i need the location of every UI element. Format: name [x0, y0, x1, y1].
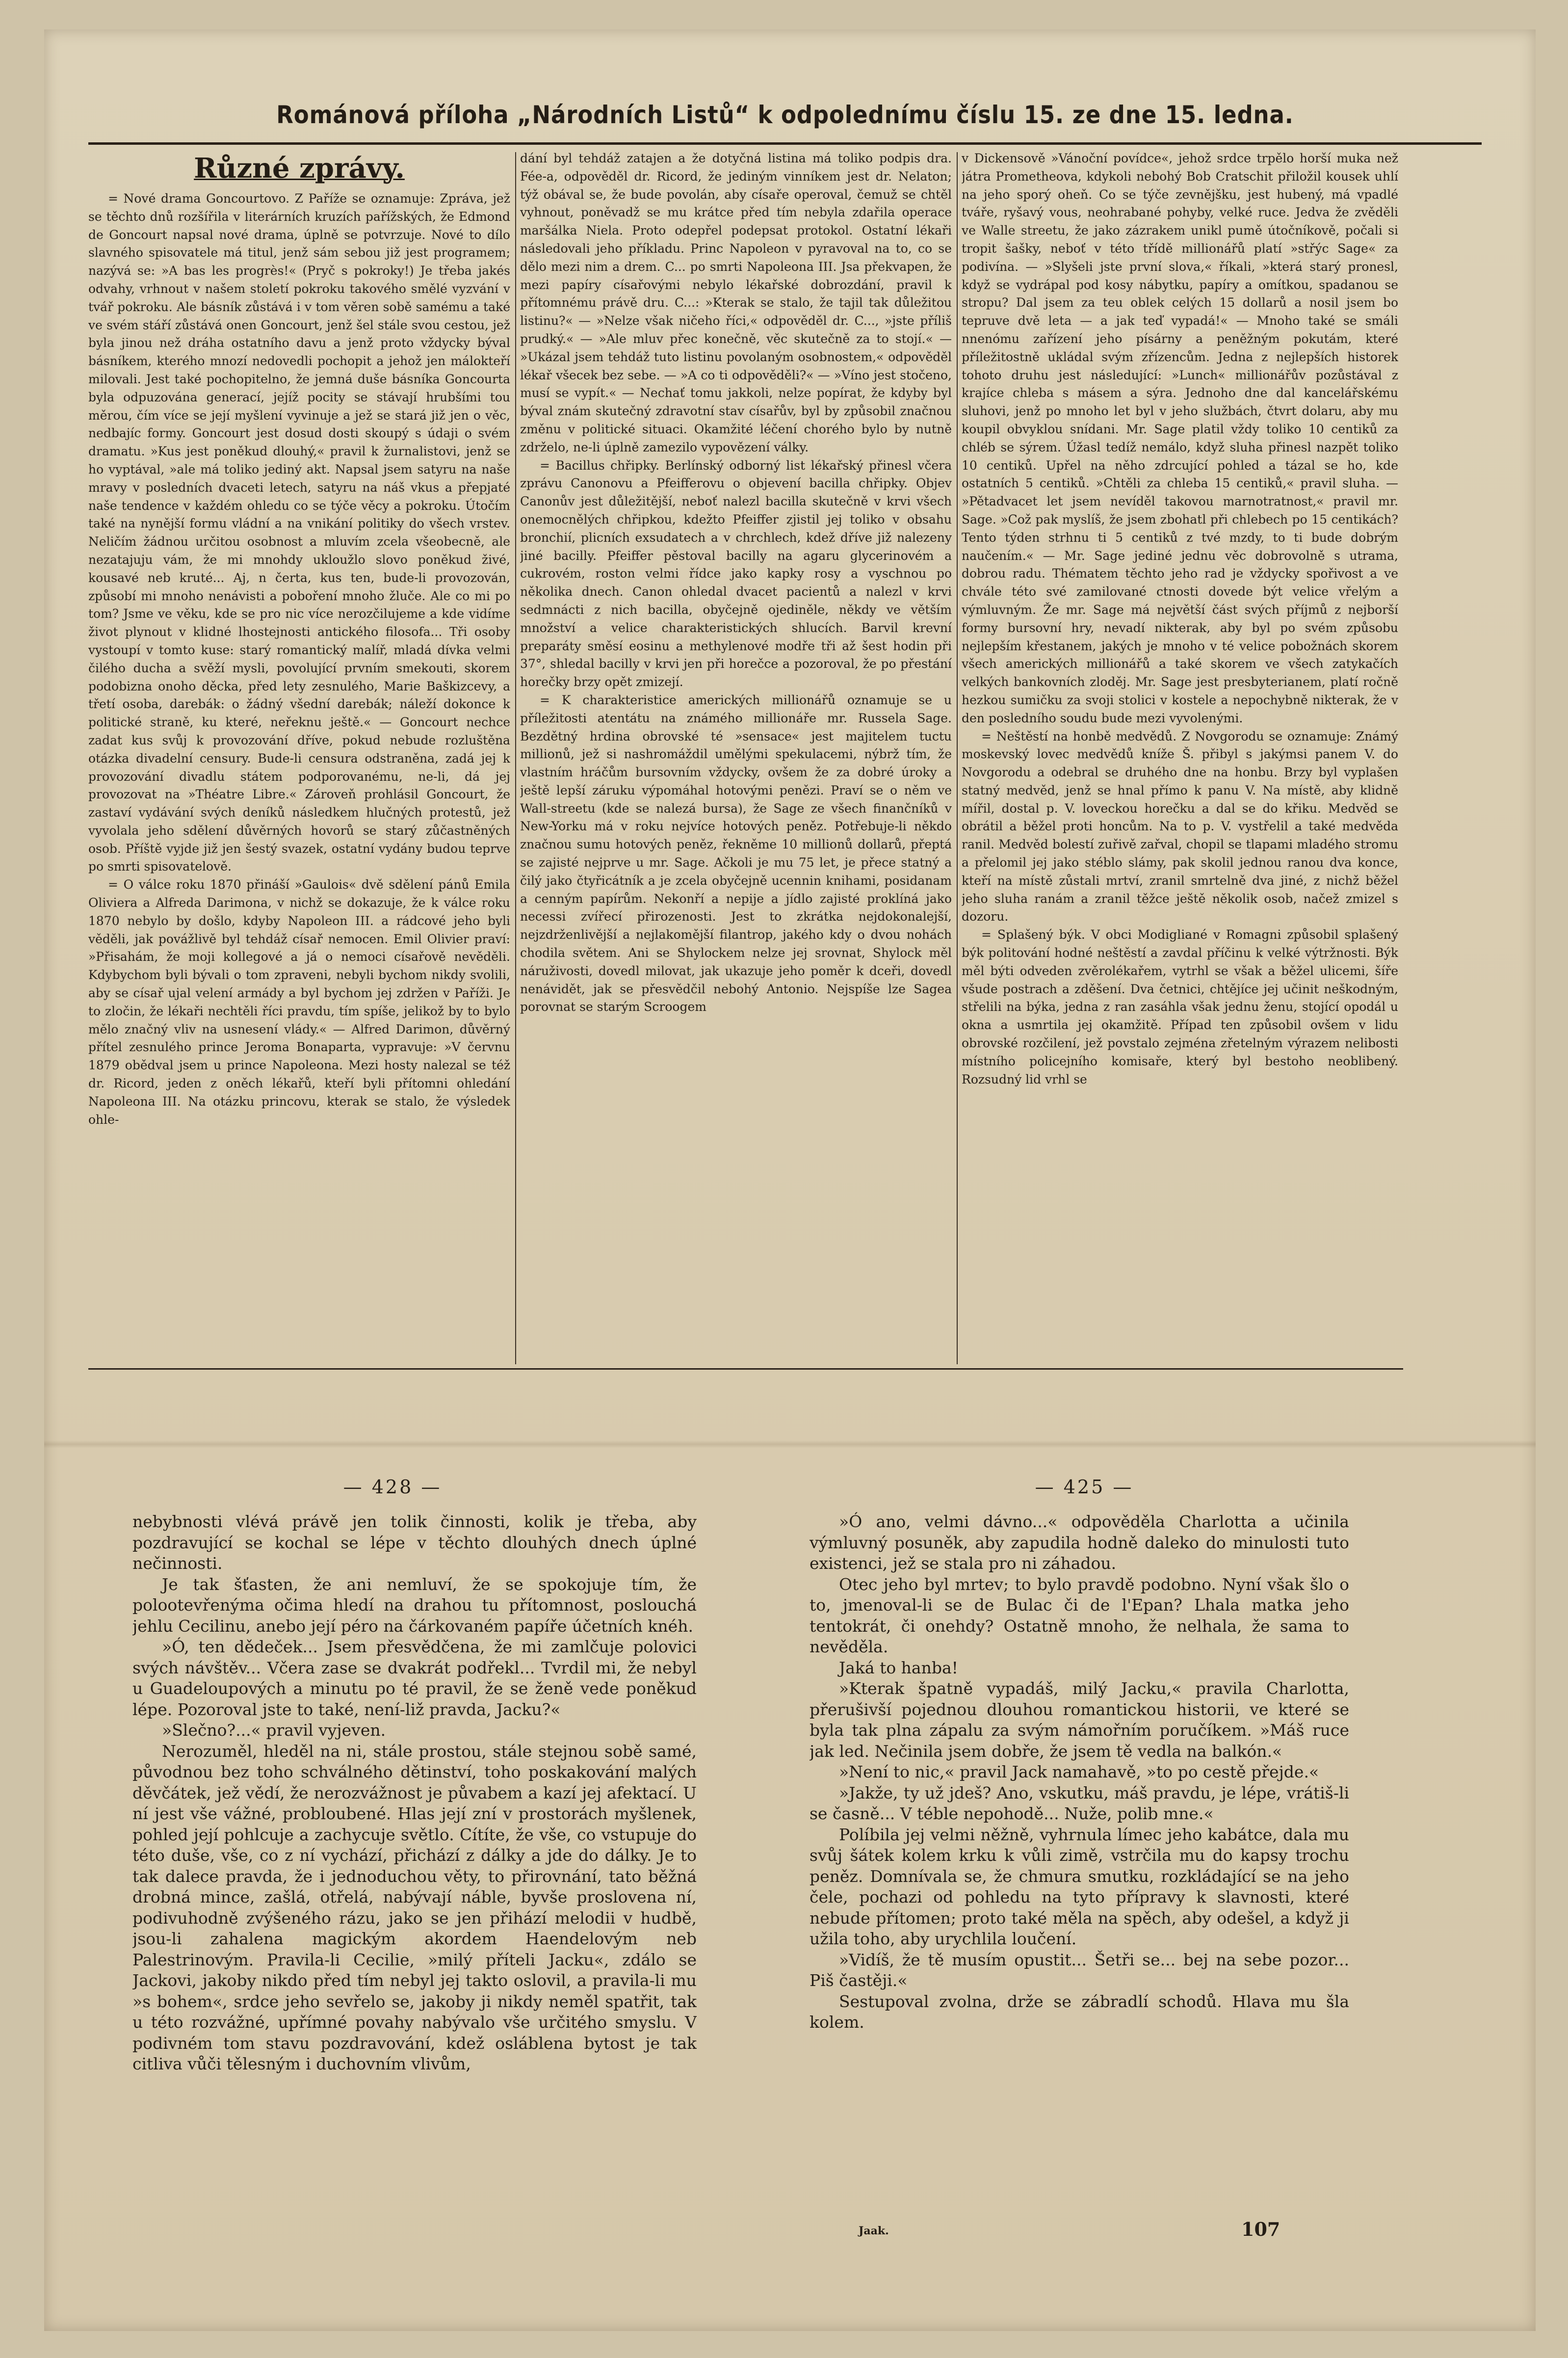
article-paragraph: = Splašený býk. V obci Modigliané v Romagni způsobil splašený býk politování hodné neštěstí a zavdal příčinu k velké výtržnosti. Býk měl býti odveden zvěrolékařem, vytrhl se však a běžel ulicemi, šíře všude postrach a zděšení. Dva četnici, chtějíce jej učinit neškodným, střelili na býka, jedna z ran zasáhla však jednu ženu, stojící opodál u okna a usmrtila jej okamžitě. Případ ten způsobil ovšem v lidu obrovské rozčilení, jež povstalo zejména zřetelným výrazem nelibosti místního policejního komisaře, který byl bestoho neoblibený. Rozsudný lid vrhl se	[962, 927, 1398, 1086]
article-paragraph: = Bacillus chřipky. Berlínský odborný list lékařský přinesl včera zprávu Canonovu a Pfeifferovu o objevení bacilla chřipky. Objev Canonův jest důležitější, neboť nalezl bacilla skutečně v krvi všech onemocnělých chřipkou, kdežto Pfeiffer zjistil jej toliko v obsahu bronchií, plicních exsudatech a v chrchlech, kdež dříve již nalezeny jiné bacilly. Pfeiffer pěstoval bacilly na agaru glycerinovém a cukrovém, roston velmi řídce jako kapky rosy a vyschnou po několika dnech. Canon ohledal dvacet pacientů a nalezl v krvi sedmnácti z nich bacilla, obyčejně ojediněle, někdy ve větším množství a velice charakteristických shlucích. Barvil krevní preparáty směsí eosinu a methylenové modře tři až šest hodin při 37°, shledal bacilly v krvi jen při horečce a pozoroval, že po přestání horečky brzy opět zmizejí.	[520, 458, 952, 689]
novel-paragraph: »Není to nic,« pravil Jack namahavě, »to po cestě přejde.«	[839, 1762, 1319, 1781]
signature-mark: Jaak.	[859, 2225, 889, 2237]
banner-rule	[88, 142, 1482, 145]
novel-paragraph: Otec jeho byl mrtev; to bylo pravdě podobno. Nyní však šlo o to, jmenoval-li se de Bulac či de l'Epan? Lhala matka jeho tentokrát, či onehdy? Ostatně mnoho, že nelhala, že sama to nevěděla.	[810, 1574, 1349, 1656]
novel-paragraph: Je tak šťasten, že ani nemluví, že se spokojuje tím, že polootevřenýma očima hledí na drahou tu přítomnost, poslouchá jehlu Cecilinu, anebo její péro na čárkovaném papíře účetních knéh.	[132, 1574, 697, 1636]
novel-paragraph: Jaká to hanba!	[839, 1658, 958, 1677]
article-paragraph: = K charakteristice amerických millionářů oznamuje se u příležitosti atentátu na známého millionáře mr. Russela Sage. Bezdětný hrdina obrovské té »sensace« jest majitelem tuctu millionů, jež si nashromáždil umělými spekulacemi, nýbrž tím, že vlastním hráčům bursovním vždycky, ovšem že za dobré úroky a ještě lepší záruku výpomáhal hotovými penězi. Praví se o něm ve Wall-streetu (kde se nalezá bursa), že Sage ze všech finančníků v New-Yorku má v roku nejvíce hotových peněz. Potřebuje-li někdo značnou sumu hotových peněz, řekněme 10 millionů dollarů, přeptá se zajisté nejprve u mr. Sage. Ačkoli je mu 75 let, je přece statný a čilý jako čtyřicátník a je zcela obyčejně ucennin knihami, posidanam a cenným papírům. Nekonří a nepije a jídlo zajisté proklíná jako necessi zvířecí přirozenosti. Jest to zkrátka nejdokonalejší, nejzdrženlivější a nejlakomější filantrop, jakého kdy o dvou nohách chodila světem. Ani se Shylockem nelze jej srovnat, Shylock měl náruživosti, dovedl milovat, jak ukazuje jeho poměr k dceři, dovedl nenávidět, jak se přesvědčil nebohý Antonio. Nejspíše lze Sagea porovnat se starým Scroogem	[520, 692, 952, 1014]
article-paragraph: v Dickensově »Vánoční povídce«, jehož srdce trpělo horší muka než játra Prometheova, kdykoli nebohý Bob Cratschit přiložil kousek uhlí na jeho sporý oheň. Co se týče zevnějšku, jest hubený, má vpadlé tváře, ryšavý vous, neohrabané pohyby, velké ruce. Jedva že zvěděli ve Walle streetu, že jako zázrakem unikl pumě útočníkově, počali si tropit šašky, neboť v této třídě millionářů platí »střýc Sage« za podivína. — »Slyšeli jste první slova,« říkali, »která starý pronesl, když se vydrápal pod kosy nábytku, papíry a omítkou, spadanou se stropu? Dal jsem za teu oblek celých 15 dollarů a nosil jsem bo tepruve dvě leta — a jak teď vypadá!« — Mnoho také se smáli nnenómu zařízení jeho písárny a peněžným pokutám, které příležitostně ukládal svým zřízencům. Jedna z nejlepších historek tohoto druhu jest následující: »Lunch« millionářův pozůstával z krajíce chleba s másem a sýra. Jednoho dne dal kancelářskému sluhovi, jenž po mnoho let byl v jeho službách, čtvrt dolaru, aby mu koupil obvyklou snídani. Mr. Sage platil vždy toliko 10 centiků za chléb se sýrem. Úžasl tedíž nemálo, když sluha přinesl nazpět toliko 10 centiků. Upřel na něho zdrcující pohled a tázal se ho, kde ostatních 5 centiků. »Chtěli za chleba 15 centiků,« pravil sluha. — »Pětadvacet let jsem nevíděl takovou marnotratnost,« pravil mr. Sage. »Což pak myslíš, že jsem zbohatl při chlebech po 15 centikách? Tento týden strhnu ti 5 centiků z tvé mzdy, to ti bude dobrým naučením.« — Mr. Sage jediné jednu věc dobrovolně s utrama, dobrou radu. Thématem těchto jeho rad je vždycky spořivost a ve chvále této své zamilované ctnosti dovede být velice vřelým a výmluvným. Že mr. Sage má největší část svých příjmů z nejborší formy bursovní hry, nevadí nikterak, aby byl po svém způsobu nejlepším křestanem, jakých je mnoho v té velice pobožnách skorem všech amerických millionářů a také skorem ve všech zatykačích velkých bankovních zloděj. Mr. Sage jest presbyterianem, platí ročně hezkou sumičku za svoji stolici v kostele a nepochybně nikterak, že v den posledního soudu bude mezi vyvolenými.	[962, 151, 1398, 725]
novel-paragraph: »Vidíš, že tě musím opustit... Šetři se... bej na sebe pozor... Piš častěji.«	[810, 1950, 1349, 1990]
article-paragraph: = O válce roku 1870 přináší »Gaulois« dvě sdělení pánů Emila Oliviera a Alfreda Darimona, v nichž se dokazuje, že k válce roku 1870 nebylo by došlo, kdyby Napoleon III. a rádcové jeho byli věděli, jak povážlivě byl tehdáž císař nemocen. Emil Olivier praví: »Přisahám, že moji kollegové a já o nemoci císařově nevěděli. Kdybychom byli bývali o tom zpraveni, nebyli bychom nikdy svolili, aby se císař ujal velení armády a byl bychom jej zdržen v Paříži. Je to zločin, že lékaři nechtěli říci pravdu, tím spíše, jelikož by to bylo mělo značný vliv na usnesení vlády.« — Alfred Darimon, důvěrný přítel zesnulého prince Jeroma Bonaparta, vypravuje: »V červnu 1879 obědval jsem u prince Napoleona. Mezi hosty nalezal se též dr. Ricord, jeden z oněch lékařů, kteří byli přítomni ohledání Napoleona III. Na otázku princovu, kterak se stalo, že výsledek ohle-	[88, 877, 510, 1127]
bottom-rule	[88, 1368, 1403, 1370]
news-column-3	[962, 150, 1398, 1377]
article-paragraph: = Neštěstí na honbě medvědů. Z Novgorodu se oznamuje: Známý moskevský lovec medvědů kníže Š. přibyl s jakýmsi panem V. do Novgorodu a odebral se druhého dne na honbu. Brzy byl vyplašen statný medvěd, jenž se hnal přímo k panu V. Na místě, aby klidně mířil, dostal p. V. loveckou horečku a dal se do křiku. Medvěd se obrátil a běžel proti honcům. Na to p. V. vystřelil a také medvěda ranil. Medvěd bolestí zuřivě zařval, chopil se tlapami mladého stromu a přelomil jej jako stéblo slámy, pak skolil jednou ranou dva konce, kteří na místě zůstali mrtví, zranil smrtelně dva jiné, z nichž běžel jeho sluha ranám a zranil těžce ještě několik osob, načež zmizel s dozoru.	[962, 729, 1398, 924]
section-title: Různé zprávy.	[194, 152, 405, 185]
novel-paragraph: »Ó ano, velmi dávno...« odpověděla Charlotta a učinila výmluvný posuněk, aby zapudila hodně daleko do minulosti tuto existenci, jež se stala pro ni záhadou.	[810, 1512, 1349, 1573]
folio-number: 107	[1241, 2218, 1281, 2240]
novel-paragraph: nebybnosti vlévá právě jen tolik činnosti, kolik je třeba, aby pozdravující se kochal se lépe v těchto dlouhých dnech úplné nečinnosti.	[132, 1512, 697, 1573]
supplement-banner: Románová příloha „Národních Listů“ k odpolednímu číslu 15. ze dne 15. ledna.	[276, 101, 1294, 129]
page-number-left: — 428 —	[343, 1476, 442, 1498]
novel-paragraph: »Ó, ten dědeček... Jsem přesvědčena, že mi zamlčuje polovici svých návštěv... Včera zase se dvakrát podřekl... Tvrdil mi, že nebyl u Guadeloupových a minutu po té pravil, že se ženě vede poněkud lépe. Pozoroval jste to také, není-liž pravda, Jacku?«	[132, 1637, 697, 1719]
news-column-1	[88, 150, 510, 1377]
novel-paragraph: »Kterak špatně vypadáš, milý Jacku,« pravila Charlotta, přerušivší pojednou dlouhou romantickou historii, ve které se byla tak plna zápalu za svým námořním poručíkem. »Máš ruce jak led. Nečinila jsem dobře, že jsem tě vedla na balkón.«	[810, 1679, 1349, 1761]
novel-page-right	[810, 1511, 1349, 2297]
novel-paragraph: »Jakže, ty už jdeš? Ano, vskutku, máš pravdu, je lépe, vrátiš-li se časně... V téble nepohodě... Nuže, polib mne.«	[810, 1783, 1349, 1823]
novel-paragraph: Sestupoval zvolna, drže se zábradlí schodů. Hlava mu šla kolem.	[810, 1991, 1349, 2032]
novel-page-left	[132, 1511, 697, 2297]
novel-paragraph: Políbila jej velmi něžně, vyhrnula límec jeho kabátce, dala mu svůj šátek kolem krku k vůli zimě, vstrčila mu do kapsy trochu peněz. Domnívala se, že chmura smutku, rozkládající se na jeho čele, pochazi od pohledu na tyto přípravy k slavnosti, které nebude přítomen; proto také měla na spěch, aby odešel, a když ji užila toho, aby urychlila loučení.	[810, 1825, 1349, 1948]
page-number-right: — 425 —	[1035, 1476, 1134, 1498]
news-column-2	[520, 150, 952, 1377]
article-paragraph: = Nové drama Goncourtovo. Z Paříže se oznamuje: Zpráva, jež se těchto dnů rozšířila v literárních kruzích pařížských, že Edmond de Goncourt napsal nové drama, úplně se potvrzuje. Nové to dílo slavného spisovatele má titul, jenž sám sebou již jest programem; nazývá se: »A bas les progrès!« (Pryč s pokroky!) Je třeba jakés odvahy, vrhnout v našem století pokroku takového smělé vyzvání v tvář pokroku. Ale básník zůstává i v tom věren sobě samému a také ve svém stáří zůstává onen Goncourt, jenž šel stále svou cestou, jež byla jinou než dráha ostatního davu a jenž proto vždycky býval básníkem, kterého mnozí nedovedli pochopit a jehož jen málokteří milovali. Jest také pochopitelno, že jemná duše básníka Goncourta byla odpuzována generací, jejíž pocity se stávají hrubšími tou měrou, čím více se její myšlení vyvinuje a jež se stará již jen o věc, nedbajíc formy. Goncourt jest dosud dosti skoupý s údaji o svém dramatu. »Kus jest poněkud dlouhý,« pravil k žurnalistovi, jenž se ho vyptával, »ale má toliko jediný akt. Napsal jsem satyru na naše mravy v posledních dvaceti letech, satyru na náš vkus a přepjaté naše tendence v každém ohledu co se týče věcy a pokroku. Útočím také na nynější formu vládní a na vnikání politiky do všech vrstev. Neličím žádnou určitou osobnost a mluvím zcela všeobecně, ale nezatajuju vám, že mi mnohdy ukloužlo slovo poněkud živé, kousavé neb kruté... Aj, n čerta, kus ten, bude-li provozován, způsobí mi mnoho nenávisti a poboření mnoho žluče. Ale co mi po tom? Jsme ve věku, kde se pro nic více nerozčilujeme a kde vidíme život plynout v klidné lhostejnosti antického filosofa... Tři osoby vystoupí v tomto kuse: starý romantický malíř, mladá dívka velmi čilého ducha a svěží mysli, povolující prvním smekouti, skorem podobizna onoho děcka, před lety zesnulého, Marie Baškizcevy, a třetí osoba, darebák: o žádný všední darebák; náleží dokonce k politické straně, ku které, neřeknu ještě.« — Goncourt nechce zadat kus svůj k provozování dříve, pokud nebude rozluštěna otázka divadelní censury. Bude-li censura odstraněna, zadá jej k provozování divadlu státem podporovanému, ne-li, dá jej provozovat na »Théatre Libre.« Zároveň prohlásil Goncourt, že zastaví vydávání svých deníků následkem hlučných protestů, jež vyvolala jeho sdělení důvěrných hovorů se starý zůčastněných osob. Příště vyjde již jen šestý svazek, ostatní vydány budou teprve po smrti spisovatelově.	[88, 191, 510, 874]
column-divider	[515, 152, 516, 1364]
novel-paragraph: Nerozuměl, hleděl na ni, stále prostou, stále stejnou sobě samé, původnou bez toho schválného dětinství, toho poskakování malých děvčátek, jež vědí, že nerozvážnost je půvabem a kazí jej afektací. U ní jest vše vážné, probloubené. Hlas její zní v prostorách myšlenek, pohled její pohlcuje a zachycuje světlo. Cítíte, že vše, co vstupuje do této duše, vše, co z ní vychází, přichází z dálky a jde do dálky. Je to tak dalece pravda, že i jednoduchou věty, to přirovnání, tato běžná drobná mince, zašlá, otřelá, nabývají náble, byvše proslovena ní, podivuhodně zvýšeného rázu, jako se jen přihází melodii v hudbě, jsou-li zahalena magickým akordem Haendelovým neb Palestrinovým. Pravila-li Cecilie, »milý příteli Jacku«, zdálo se Jackovi, jakoby nikdo před tím nebyl jej takto oslovil, a pravila-li mu »s bohem«, srdce jeho sevřelo se, jakoby ji nikdy neměl spatřit, tak u této rozvážné, upřímné povahy nabývalo vše určitého smyslu. V podivném tom stavu pozdravování, kdež osláblena bytost je tak citliva vůči tělesným i duchovním vlivům,	[132, 1741, 697, 2073]
column-divider	[957, 152, 958, 1364]
page-fold	[44, 1440, 1536, 1448]
novel-paragraph: »Slečno?...« pravil vyjeven.	[162, 1721, 386, 1740]
article-paragraph: dání byl tehdáž zatajen a že dotyčná listina má toliko podpis dra. Fée-a, odpověděl dr. Ricord, že jediným vinníkem jest dr. Nelaton; týž obával se, že bude povolán, aby císaře operoval, čemuž se chtěl vyhnout, poněvadž se mu krátce před tím nebyla zdařila operace maršálka Niela. Proto odepřel podepsat protokol. Ostatní lékaři následovali jeho příkladu. Princ Napoleon v pyravoval na to, co se dělo mezi nim a drem. C... po smrti Napoleona III. Jsa překvapen, že mezi papíry císařovými nebylo lékařské dobrozdání, pravil k přítomnému právě dru. C...: »Kterak se stalo, že tajil tak důležitou listinu?« — »Nelze však ničeho říci,« odpověděl dr. C..., »jste příliš prudký.« — »Ale mluv přec konečně, věc skutečně za to stojí.« — »Ukázal jsem tehdáž tuto listinu povolaným osobnostem,« odpověděl lékař všecek bez sebe. — »A co ti odpověděli?« — »Víno jest stočeno, musí se vypít.« — Nechať tomu jakkoli, nelze popírat, že kdyby byl býval znám skutečný zdravotní stav císařův, byl by způsobil značnou změnu v politické situaci. Okamžité léčení chorého bylo by nutně zdrželo, ne-li úplně zamezilo vypovězení války.	[520, 151, 952, 454]
